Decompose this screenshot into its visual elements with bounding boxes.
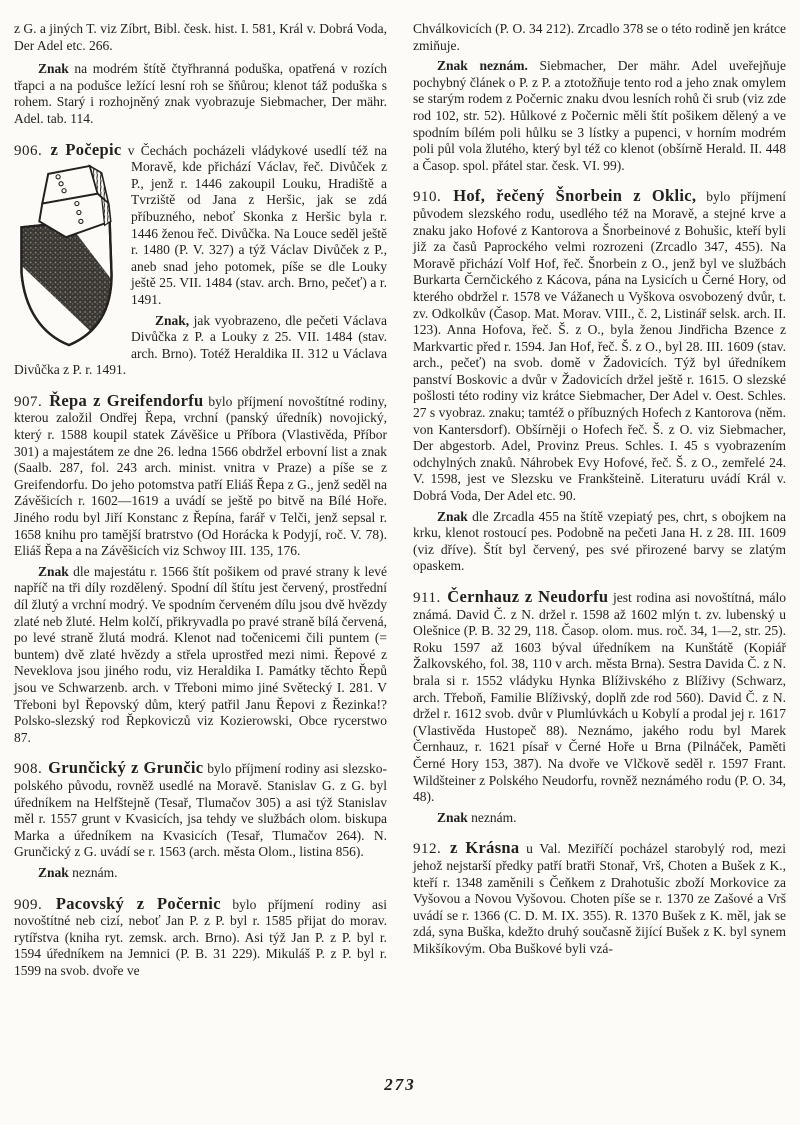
- page-number: 273: [384, 1075, 416, 1094]
- entry-number: 912.: [413, 841, 442, 858]
- entry-paragraph: [14, 893, 388, 980]
- entry-family-name: Černhauz z Neudorfu: [447, 587, 609, 606]
- entry-912: [413, 840, 786, 957]
- znak-lead-word: Znak,: [155, 312, 190, 328]
- entry-906: [14, 139, 388, 379]
- entry-number: 907.: [14, 393, 43, 410]
- znak-paragraph: [14, 564, 387, 747]
- entry-number: 908.: [14, 761, 43, 778]
- znak-lead-word: Znak: [38, 61, 69, 77]
- entry-number: 906.: [14, 142, 43, 159]
- entry-paragraph: [413, 840, 786, 957]
- znak-lead-word: Znak: [437, 809, 468, 825]
- znak-lead-word: Znak: [38, 864, 69, 880]
- heraldic-shield-icon: [14, 162, 122, 352]
- entry-family-name: Pacovský z Počernic: [55, 893, 221, 913]
- entry-number: 910.: [413, 189, 442, 206]
- entry-number: 911.: [413, 590, 441, 606]
- entry-paragraph: [14, 390, 388, 560]
- continuation-paragraph: Chválkovicích (P. O. 34 212). Zrcadlo 378 se o této rodině jen krátce zmiňuje.: [413, 21, 786, 53]
- entry-paragraph: [413, 589, 786, 806]
- znak-paragraph: [413, 509, 786, 575]
- znak-lead-word: Znak: [38, 563, 69, 579]
- entry-911: [413, 589, 786, 826]
- entry-body-text: bylo příjmení rodiny asi novoštítné neb cizí, neboť Jan P. z P. byl r. 1585 přijat do morav. rytířstva (kniha ryt. zemsk. arch. Brno). Asi týž Jan P. z P. byl r. 1594 úředníkem na Jemnici (P. B. 31 229). Mikuláš P. z P. byl r. 1599 na svob. dvoře ve: [14, 896, 388, 978]
- right-column: [413, 21, 786, 979]
- entry-body-text: u Val. Meziříčí pocházel starobylý rod, mezi jehož nejstarší předky patří bratři Stonař, Vrš, Choten a Bušek z K., kteří r. 1348 zaměnili s Čeňkem z Drahotušic zboží Morkovice za Vyšovou a Novou Vyšovou. Choten píše se r. 1370 ze Zašové a Vrš uvádí se r. 1366 (C. D. M. IX. 355). R. 1370 Bušek z K. měl, jak se zdá, syna Buška, kdežto druhý současně žijící Bušek z K. byl synem Mikšíkovým. Oba Buškové byli vzá-: [413, 841, 787, 956]
- entry-body-text: bylo příjmení novoštítné rodiny, kterou založil Ondřej Řepa, vrchní (panský úředník) novojický, který r. 1588 koupil statek Závěšice u Příbora (Vlastivěda, Příbor 301) a majestátem ze dne 26. ledna 1566 obdržel erbovní list a znak (Saalb. 287, fol. 243 arch. minist. vnitra v Praze) a píše se z Greifendorfu. Do jeho potomstva patří Eliáš Řepa z G., jenž seděl na Závěšicích r. 1602—1619 a uvádí se ještě po bitvě na Bílé Hoře. Jiného rodu byl Jiří Konstanc z Řepína, farář v Telči, jenž sepsal r. 1658 knihu pro tamější bratrstvo (Od Horácka k Podyjí, roč. V. 78). Eliáš Řepa a na Závěšicích viz Schwoy III. 135, 176.: [14, 393, 388, 559]
- entry-number: 909.: [14, 896, 43, 913]
- entry-908: [14, 760, 387, 881]
- entry-paragraph: [413, 188, 786, 504]
- znak-lead-word: Znak: [437, 508, 468, 524]
- znak-text: jak vyobrazeno, dle pečeti Václava Divůčka z P. a Louky z 25. VII. 1484 (stav. arch. Brno). Totéž Heraldika II. 312 u Václava Divůčka z P. r. 1491.: [14, 312, 387, 378]
- entry-family-name: Řepa z Greifendorfu: [49, 390, 204, 410]
- entry-family-name: Grunčický z Grunčic: [48, 758, 204, 778]
- znak-paragraph: [413, 58, 786, 174]
- entry-family-name: Hof, řečený Šnorbein z Oklic,: [453, 186, 697, 206]
- continuation-paragraph: z G. a jiných T. viz Zíbrt, Bibl. česk. hist. I. 581, Král v. Dobrá Voda, Der Adel etc. 266.: [14, 21, 387, 53]
- entry-909: [14, 893, 388, 980]
- left-column: [14, 21, 387, 979]
- znak-text: dle majestátu r. 1566 štít pošikem od pravé strany k levé napříč na tři díly rozdělený. Spodní díl štítu jest červený, prostřední díl žlutý a vrchní modrý. Ve spodním červeném dílu jsou dvě hvězdy zlaté neb žluté. Helm kolčí, přikryvadla po pravé straně bílá červená, po levé straně žlutá modrá. Klenot nad točenicemi čili puntem (= buntem) dvě zlaté hvězdy a střela uprostřed mezi nimi. Řepové z Neveklova jsou jiného rodu, viz Heraldika I. Památky těchto Řepů jsou ve Schwarzenb. arch. v Třeboni mimo jiné Světecký I. 281. V Třeboni byl Řepovský dům, který patřil Janu Řepovi z Řezinka!? Polsko-slezský rod Řepkoviczů viz Kozierowski, Obce rycerstwo 87.: [14, 563, 387, 745]
- entry-paragraph: [14, 760, 387, 861]
- pocepic-coat-of-arms-illustration: [14, 139, 122, 352]
- znak-text: Siebmacher, Der mähr. Adel uveřejňuje pochybný článek o P. z P. a ztotožňuje tento rod a jeho znak omylem se starým rodem z Počernic znaku dvou lesních rohů či srub (viz zde rod 102, str. 52). Hůlkové z Počernic měli štít pošikem dělený a ve spodním bílém poli hůlku se 3 lístky a pupenci, v horním modrém poli půl vola žlutého, který byl též co klenot (obšírně Herald. II. 448 a Časop. spol. přátel star. česk. VI. 99).: [413, 58, 786, 173]
- znak-paragraph: [14, 61, 387, 127]
- entry-907: [14, 390, 388, 746]
- znak-lead-word: Znak neznám.: [437, 58, 528, 74]
- znak-text: neznám.: [68, 864, 118, 880]
- entry-body-text: bylo příjmení rodiny asi slezsko-polského původu, rovněž usedlé na Moravě. Stanislav G. z G. byl úředníkem na Helfštejně (Tesař, Tlumačov 305) a asi týž Stanislav měl r. 1557 grunt v Kvasicích, jsa tehdy ve službách olom. biskupa Marka a úředníkem na Kvasicích (Tesař, Tlumačov 264). N. Grunčický z G. uvádí se r. 1563 (arch. města Olom., listina 856).: [14, 761, 388, 860]
- text-columns: [14, 21, 786, 979]
- znak-paragraph: [413, 810, 786, 827]
- znak-text: na modrém štítě čtyřhranná poduška, opatřená v rozích třapci a na podušce ležící lesní roh se šňůrou; klenot táž poduška s rohem. Starý i rozhojněný znak vyobrazuje Siebmacher, Der mähr. Adel. tab. 114.: [14, 61, 387, 126]
- entry-910: [413, 188, 786, 575]
- entry-family-name: z Krásna: [449, 838, 520, 858]
- entry-body-text: jest rodina asi novoštítná, málo známá. David Č. z N. držel r. 1598 až 1602 mlýn t. zv. lubenský u Olešnice (P. B. 32 29, 118. Časop. olom. mus. roč. 34, 1—2, str. 25). Roku 1597 až 1603 býval úředníkem na Kunštátě (Kopiář Žalkovského, fol. 38, 110 v arch. města Brna). Sestra Davida Č. z N. brala si r. 1552 vládyku Hynka Blíživského z Blíživy (Schwarz, arch. Třeboň, Familie Blíživský, doplň zde rod 560). David Č. z N. držel r. 1612 svob. dvůr v Plumlúvkách u Kobylí a prodal jej r. 1617 (Vlastivěda Hustopeč 88). Neznámo, jakého rodu byl Marek Černhauz, r. 1621 písař v Černé Hoře u Brna (Pilnáček, Paměti Černé Hory 153, 387). Na dvoře ve Vlčkově seděl r. 1597 Frant. Wildšteiner z Polského Neudorfu, rovněž neznámého rodu (P. O. 34, 48).: [413, 590, 787, 805]
- znak-text: neznám.: [467, 809, 517, 825]
- znak-text: dle Zrcadla 455 na štítě vzepiatý pes, chrt, s obojkem na krku, klenot rostoucí pes. Podobně na pečeti Jana H. z 28. III. 1609 (viz dříve). Štít byl červený, pes své přirozené barvy se zlatým opaskem.: [413, 508, 786, 574]
- znak-paragraph: [14, 865, 387, 882]
- entry-body-text: v Čechách pocházeli vládykové usedlí též na Moravě, kde přichází Václav, řeč. Divůček z P., jenž r. 1446 zakoupil Louku, Hradiště a Tvrziště od Jana z Heršic, jak se zdá příbuzného, neboť Skonka z Heršic byla r. 1446 ženou řeč. Divůčka. Na Louce seděl ještě r. 1480 (P. V. 327) a týž Václav Divůček z P., aneb snad jeho potomek, píše se dle Louky ještě 25. VII. 1484 (stav. arch. Brno, pečeť) a r. 1491.: [121, 142, 388, 307]
- entry-body-text: bylo příjmení původem slezského rodu, usedlého též na Moravě, a stejné krve a znaku jako Hofové z Kantorova a Šnorbeinové z Bohušic, kteří byli již za časů Paprockého velmi rozrozeni (Zrcadlo 347, 455). Na Moravě přichází Volf Hof, řeč. Šnorbein z O., jenž byl ve službách Burkarta Černčického z Kácova, pána na Lysicích u Černé Hory, od kterého obdržel r. 1578 ve Vážanech u Vyškova osvobozený dvůr, t. zv. Odkolkův (Časop. Mat. Morav. VIII., č. 2, Listinář selsk. arch. II. 123). Anna Hofova, řeč. Š. z O., byla ženou Jindřicha Bzence z Markvartic před r. 1594. Jan Hof, řeč. Š. z O., byl 28. III. 1609 (stav. arch., pečeť) na svob. domě v Žadovicích. Týž byl úředníkem panství Boskovic a dvůr v Žadovicích držel ještě r. 1615. O slezské pošlosti této rodiny viz krátce Siebmacher, Der Adel v. Oest. Schles. 27 s vyobraz. znaku; tamtéž o příbuzných Hofech z Kantorova (něm. von Kantersdorf). Obšírněji o Hofech řeč. Š. z O. viz Siebmacher, Der abgestorb. Adel, Provinz Preus. Schles. I. 45 s vyobrazením odchylných znaků. Náhrobek Evy Hofové, řeč. Š. z O., zemřelé 24. V. 1598, jest ve Slezsku ve Frankšteině. Literaturu uvádí Král v. Dobrá Voda, Der Adel etc. 90.: [413, 189, 787, 504]
- entry-family-name: z Počepic: [50, 139, 122, 159]
